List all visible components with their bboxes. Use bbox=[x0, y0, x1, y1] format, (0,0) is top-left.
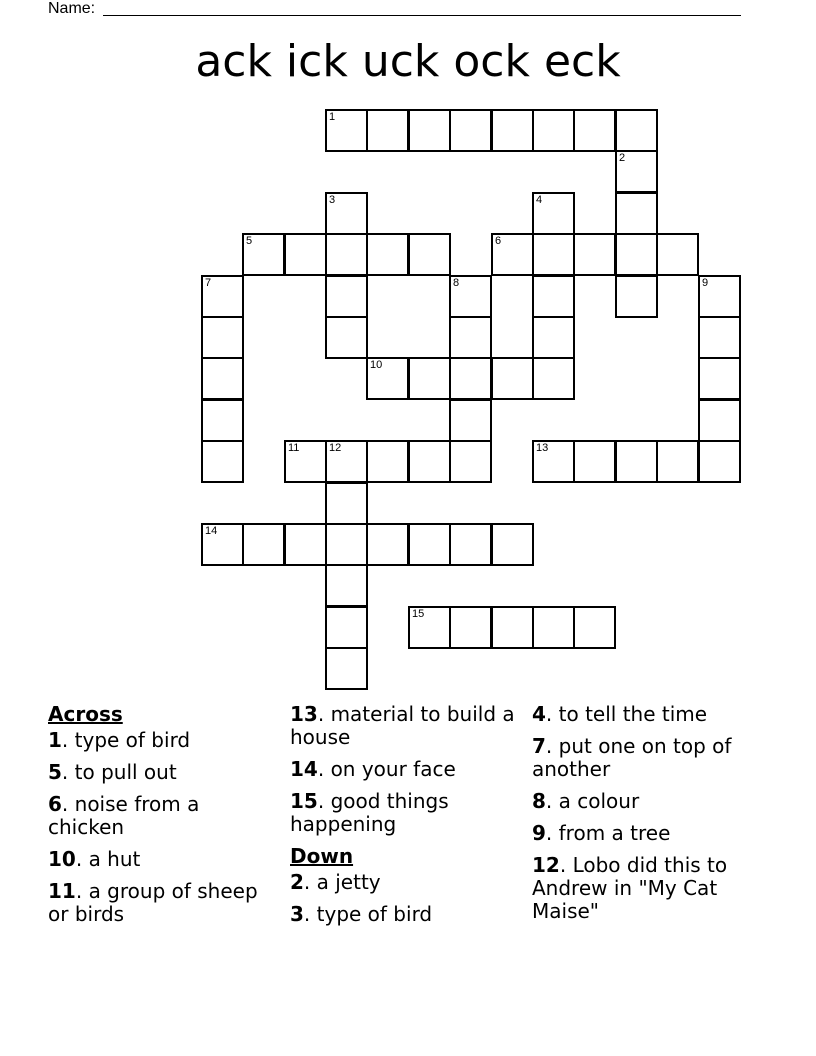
grid-cell[interactable] bbox=[366, 109, 409, 152]
down-heading: Down bbox=[290, 844, 354, 868]
clue-item bbox=[48, 880, 278, 926]
grid-cell[interactable] bbox=[532, 606, 575, 649]
clue-separator: . bbox=[317, 789, 331, 813]
clue-separator: . bbox=[545, 821, 559, 845]
grid-cell[interactable] bbox=[491, 233, 534, 276]
clue-item bbox=[532, 822, 768, 845]
grid-cell[interactable] bbox=[284, 440, 327, 483]
grid-cell[interactable] bbox=[532, 192, 575, 235]
clue-number: 6 bbox=[48, 792, 62, 816]
grid-cell[interactable] bbox=[491, 523, 534, 566]
clue-separator: . bbox=[75, 847, 89, 871]
grid-cell[interactable] bbox=[532, 316, 575, 359]
clue-number: 10 bbox=[48, 847, 76, 871]
cell-number: 9 bbox=[702, 277, 709, 289]
clue-text: a hut bbox=[88, 847, 141, 871]
cell-number: 10 bbox=[370, 359, 383, 371]
clue-item bbox=[48, 848, 278, 871]
grid-cell[interactable] bbox=[408, 606, 451, 649]
grid-cell[interactable] bbox=[325, 275, 368, 318]
clue-number: 11 bbox=[48, 879, 76, 903]
cell-number: 15 bbox=[412, 608, 425, 620]
grid-cell[interactable] bbox=[449, 357, 492, 400]
clue-text: on your face bbox=[330, 757, 456, 781]
clue-number: 1 bbox=[48, 728, 62, 752]
grid-cell[interactable] bbox=[532, 275, 575, 318]
grid-cell[interactable] bbox=[698, 440, 741, 483]
grid-cell[interactable] bbox=[366, 357, 409, 400]
clue-number: 7 bbox=[532, 734, 546, 758]
grid-cell[interactable] bbox=[201, 275, 244, 318]
grid-cell[interactable] bbox=[325, 316, 368, 359]
clue-text: type of bird bbox=[316, 902, 433, 926]
clue-item bbox=[532, 735, 768, 781]
grid-cell[interactable] bbox=[449, 316, 492, 359]
grid-cell[interactable] bbox=[201, 399, 244, 442]
clue-item bbox=[48, 761, 278, 784]
grid-cell[interactable] bbox=[449, 440, 492, 483]
clue-separator: . bbox=[545, 734, 559, 758]
cell-number: 13 bbox=[536, 442, 549, 454]
clue-number: 3 bbox=[290, 902, 304, 926]
grid-cell[interactable] bbox=[532, 233, 575, 276]
grid-cell[interactable] bbox=[325, 523, 368, 566]
grid-cell[interactable] bbox=[698, 275, 741, 318]
across-heading: Across bbox=[48, 702, 123, 726]
cell-number: 3 bbox=[329, 194, 336, 206]
clue-separator: . bbox=[559, 853, 573, 877]
name-label: Name: bbox=[48, 0, 96, 17]
clue-number: 14 bbox=[290, 757, 318, 781]
clue-separator: . bbox=[75, 879, 89, 903]
clue-item bbox=[290, 703, 522, 749]
clue-item bbox=[290, 758, 522, 781]
clue-text: Lobo did this to Andrew in "My Cat Maise" bbox=[532, 853, 728, 923]
cell-number: 12 bbox=[329, 442, 342, 454]
clue-number: 12 bbox=[532, 853, 560, 877]
clue-separator: . bbox=[61, 792, 75, 816]
grid-cell[interactable] bbox=[615, 150, 658, 193]
grid-cell[interactable] bbox=[615, 109, 658, 152]
clue-item bbox=[290, 871, 522, 894]
grid-cell[interactable] bbox=[366, 233, 409, 276]
grid-cell[interactable] bbox=[408, 440, 451, 483]
clue-text: noise from a chicken bbox=[48, 792, 200, 839]
cell-number: 4 bbox=[536, 194, 543, 206]
clue-item bbox=[48, 729, 278, 752]
clue-text: good things happening bbox=[290, 789, 449, 836]
cell-number: 5 bbox=[246, 235, 253, 247]
grid-cell[interactable] bbox=[449, 109, 492, 152]
clue-text: a group of sheep or birds bbox=[48, 879, 258, 926]
cell-number: 14 bbox=[205, 525, 218, 537]
grid-cell[interactable] bbox=[573, 233, 616, 276]
clue-text: a jetty bbox=[316, 870, 381, 894]
grid-cell[interactable] bbox=[408, 109, 451, 152]
clue-text: from a tree bbox=[558, 821, 671, 845]
clue-number: 9 bbox=[532, 821, 546, 845]
grid-cell[interactable] bbox=[201, 523, 244, 566]
grid-cell[interactable] bbox=[284, 523, 327, 566]
clue-separator: . bbox=[303, 902, 317, 926]
clue-item bbox=[290, 790, 522, 836]
clue-text: put one on top of another bbox=[532, 734, 732, 781]
grid-cell[interactable] bbox=[532, 440, 575, 483]
clue-number: 15 bbox=[290, 789, 318, 813]
grid-cell[interactable] bbox=[449, 399, 492, 442]
clue-separator: . bbox=[61, 728, 75, 752]
grid-cell[interactable] bbox=[325, 192, 368, 235]
grid-cell[interactable] bbox=[201, 316, 244, 359]
grid-cell[interactable] bbox=[325, 109, 368, 152]
cell-number: 8 bbox=[453, 277, 460, 289]
grid-cell[interactable] bbox=[449, 275, 492, 318]
grid-cell[interactable] bbox=[573, 606, 616, 649]
grid-cell[interactable] bbox=[491, 357, 534, 400]
clue-item bbox=[48, 793, 278, 839]
clue-number: 4 bbox=[532, 702, 546, 726]
clue-item bbox=[532, 703, 768, 726]
clue-item bbox=[532, 790, 768, 813]
grid-cell[interactable] bbox=[656, 233, 699, 276]
clue-separator: . bbox=[545, 789, 559, 813]
grid-cell[interactable] bbox=[408, 233, 451, 276]
grid-cell[interactable] bbox=[325, 482, 368, 525]
grid-cell[interactable] bbox=[366, 440, 409, 483]
clue-item bbox=[290, 903, 522, 926]
grid-cell[interactable] bbox=[573, 109, 616, 152]
clue-column-2 bbox=[290, 703, 522, 935]
clue-number: 8 bbox=[532, 789, 546, 813]
grid-cell[interactable] bbox=[532, 109, 575, 152]
clue-text: to pull out bbox=[74, 760, 177, 784]
cell-number: 2 bbox=[619, 152, 626, 164]
clue-number: 5 bbox=[48, 760, 62, 784]
grid-cell[interactable] bbox=[698, 399, 741, 442]
grid-cell[interactable] bbox=[698, 357, 741, 400]
grid-cell[interactable] bbox=[656, 440, 699, 483]
grid-cell[interactable] bbox=[449, 606, 492, 649]
grid-cell[interactable] bbox=[325, 564, 368, 607]
grid-cell[interactable] bbox=[325, 647, 368, 690]
grid-cell[interactable] bbox=[201, 440, 244, 483]
grid-cell[interactable] bbox=[325, 606, 368, 649]
clue-text: type of bird bbox=[74, 728, 191, 752]
clue-text: a colour bbox=[558, 789, 640, 813]
cell-number: 7 bbox=[205, 277, 212, 289]
grid-cell[interactable] bbox=[491, 109, 534, 152]
grid-cell[interactable] bbox=[615, 440, 658, 483]
clue-text: material to build a house bbox=[290, 702, 515, 749]
clue-item bbox=[532, 854, 768, 923]
cell-number: 1 bbox=[329, 111, 336, 123]
grid-cell[interactable] bbox=[325, 233, 368, 276]
grid-cell[interactable] bbox=[408, 357, 451, 400]
clue-separator: . bbox=[317, 757, 331, 781]
clue-separator: . bbox=[61, 760, 75, 784]
clue-separator: . bbox=[303, 870, 317, 894]
clue-column-1 bbox=[48, 703, 278, 935]
grid-cell[interactable] bbox=[242, 233, 285, 276]
grid-cell[interactable] bbox=[408, 523, 451, 566]
grid-cell[interactable] bbox=[615, 233, 658, 276]
grid-cell[interactable] bbox=[325, 440, 368, 483]
page-title: ack ick uck ock eck bbox=[195, 36, 621, 87]
clue-text: to tell the time bbox=[558, 702, 708, 726]
grid-cell[interactable] bbox=[491, 606, 534, 649]
clue-separator: . bbox=[317, 702, 331, 726]
cell-number: 11 bbox=[288, 442, 300, 454]
clue-number: 13 bbox=[290, 702, 318, 726]
grid-cell[interactable] bbox=[366, 523, 409, 566]
grid-cell[interactable] bbox=[284, 233, 327, 276]
cell-number: 6 bbox=[495, 235, 502, 247]
clue-separator: . bbox=[545, 702, 559, 726]
grid-cell[interactable] bbox=[573, 440, 616, 483]
clue-number: 2 bbox=[290, 870, 304, 894]
grid-cell[interactable] bbox=[615, 192, 658, 235]
grid-cell[interactable] bbox=[242, 523, 285, 566]
grid-cell[interactable] bbox=[449, 523, 492, 566]
grid-cell[interactable] bbox=[201, 357, 244, 400]
grid-cell[interactable] bbox=[698, 316, 741, 359]
grid-cell[interactable] bbox=[615, 275, 658, 318]
grid-cell[interactable] bbox=[532, 357, 575, 400]
clue-column-3 bbox=[532, 703, 768, 932]
